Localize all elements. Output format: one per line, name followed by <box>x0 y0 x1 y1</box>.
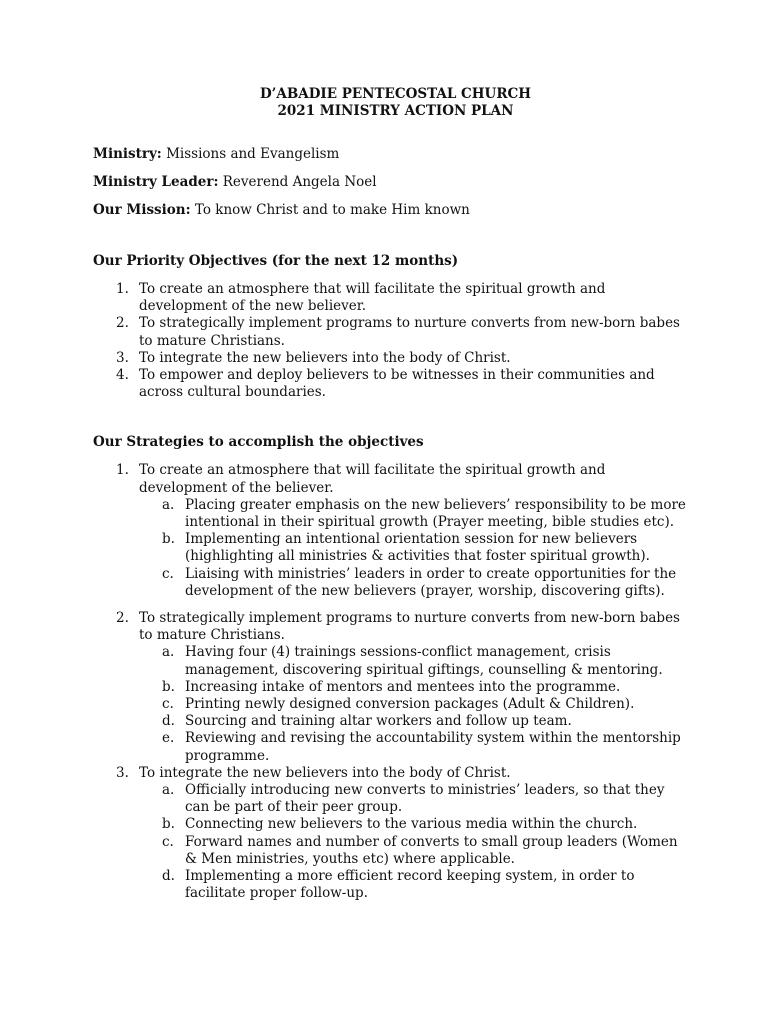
objectives-item-number: 2. <box>116 315 129 332</box>
ministry-field <box>93 146 688 163</box>
strategy-subitem <box>93 679 688 696</box>
strategy-subitem-text: Connecting new believers to the various media within the church. <box>185 816 638 833</box>
strategy-subitem <box>93 644 688 678</box>
objectives-item <box>93 367 688 401</box>
objectives-item-text: To empower and deploy believers to be witnesses in their communities and across cultural boundaries. <box>139 367 655 401</box>
ministry-leader-field <box>93 174 688 191</box>
strategies-item-text: To strategically implement programs to nurture converts from new-born babes to mature Christians. <box>139 610 680 644</box>
strategy-subitem-text: Increasing intake of mentors and mentees into the programme. <box>185 678 621 695</box>
strategy-subitem-letter-cell <box>93 868 185 902</box>
strategy-subitem <box>93 868 688 902</box>
strategy-subitem <box>93 782 688 816</box>
objectives-heading: Our Priority Objectives (for the next 12 months) <box>93 253 459 269</box>
strategy-subitem-letter-cell <box>93 713 185 730</box>
strategy-subitem-letter-cell <box>93 531 185 565</box>
objectives-item-number-cell <box>93 315 139 349</box>
ministry-value: Missions and Evangelism <box>161 146 340 162</box>
objectives-item-text: To create an atmosphere that will facilitate the spiritual growth and development of the new believer. <box>139 281 606 315</box>
strategy-subitem-letter-cell <box>93 834 185 868</box>
strategy-subitem-letter-cell <box>93 816 185 833</box>
church-name: D’ABADIE PENTECOSTAL CHURCH <box>259 86 532 102</box>
objectives-item <box>93 350 688 367</box>
strategies-item-text: To integrate the new believers into the body of Christ. <box>139 764 511 781</box>
ministry-label: Ministry: <box>93 146 162 162</box>
strategies-heading: Our Strategies to accomplish the objectives <box>93 434 424 451</box>
strategy-subitem-text: Liaising with ministries’ leaders in order to create opportunities for the development of the new believers (prayer, worship, discovering gifts). <box>185 565 677 599</box>
strategy-subitem-letter: a. <box>162 782 175 799</box>
strategy-subitem-letter-cell <box>93 644 185 678</box>
strategy-subitem-text: Forward names and number of converts to small group leaders (Women & Men ministries, youths etc) where applicable. <box>185 833 678 867</box>
strategies-item-number-cell <box>93 765 139 782</box>
objectives-item-text: To integrate the new believers into the body of Christ. <box>139 349 511 366</box>
ministry-leader-value: Reverend Angela Noel <box>218 174 377 190</box>
objectives-item-number-cell <box>93 281 139 315</box>
strategies-item-number-cell <box>93 462 139 496</box>
strategy-subitem-text: Placing greater emphasis on the new believers’ responsibility to be more intentional in their spiritual growth (Prayer meeting, bible studies etc). <box>185 496 686 531</box>
mission-label: Our Mission: <box>93 202 191 218</box>
strategy-subitem-letter: b. <box>162 678 175 695</box>
ministry-leader-label: Ministry Leader: <box>93 174 219 190</box>
strategy-subitem <box>93 497 688 531</box>
strategy-subitem-letter: b. <box>162 531 175 548</box>
strategies-item-number: 1. <box>116 462 129 479</box>
objectives-item <box>93 315 688 349</box>
strategy-subitem-letter: b. <box>162 816 175 833</box>
strategy-subitem-letter-cell <box>93 782 185 816</box>
mission-field <box>93 202 688 219</box>
strategy-subitem-letter-cell <box>93 497 185 531</box>
strategy-subitem-letter: e. <box>162 730 175 747</box>
strategy-subitem-text: Officially introducing new converts to ministries’ leaders, so that they can be part of their peer group. <box>185 782 665 816</box>
objectives-item-text: To strategically implement programs to nurture converts from new-born babes to mature Christians. <box>139 315 680 349</box>
objectives-item-number: 1. <box>116 281 129 297</box>
objectives-item-number-cell <box>93 350 139 367</box>
objectives-item-number: 4. <box>116 367 129 384</box>
strategy-subitem-letter: c. <box>162 565 174 582</box>
strategies-item-number: 2. <box>116 610 129 627</box>
strategy-subitem-letter-cell <box>93 730 185 764</box>
strategy-subitem <box>93 713 688 730</box>
strategy-subitem <box>93 566 688 600</box>
strategy-subitem <box>93 730 688 764</box>
group-spacer <box>93 600 688 610</box>
strategy-subitem-text: Having four (4) trainings sessions-conflict management, crisis management, discovering spiritual giftings, counselling & mentoring. <box>185 644 663 678</box>
strategy-subitem-text: Sourcing and training altar workers and follow up team. <box>185 713 572 730</box>
document-header <box>93 86 698 120</box>
strategy-subitem-letter: a. <box>162 644 175 661</box>
strategy-subitem-letter-cell <box>93 696 185 713</box>
strategies-item-text: To create an atmosphere that will facilitate the spiritual growth and development of the believer. <box>139 462 606 496</box>
strategies-list <box>93 462 688 902</box>
strategies-item <box>93 765 688 782</box>
objectives-item <box>93 281 688 315</box>
strategy-subitem <box>93 834 688 868</box>
strategy-subitem <box>93 696 688 713</box>
strategy-subitem <box>93 816 688 833</box>
strategy-subitem-letter-cell <box>93 679 185 696</box>
strategies-item <box>93 610 688 644</box>
strategy-subitem-text: Printing newly designed conversion packages (Adult & Children). <box>185 696 635 713</box>
mission-value: To know Christ and to make Him known <box>190 202 470 218</box>
strategy-subitem <box>93 531 688 565</box>
strategies-item-number-cell <box>93 610 139 644</box>
strategy-subitem-text: Implementing an intentional orientation session for new believers (highlighting all ministries & activities that foster spiritual growth). <box>185 531 650 565</box>
strategy-subitem-letter: d. <box>162 868 175 885</box>
strategy-subitem-letter: d. <box>162 713 175 730</box>
objectives-item-number-cell <box>93 367 139 401</box>
strategy-subitem-letter: c. <box>162 696 174 713</box>
strategy-subitem-letter: a. <box>162 496 175 513</box>
strategies-item <box>93 462 688 496</box>
strategy-subitem-letter-cell <box>93 566 185 600</box>
objectives-item-number: 3. <box>116 349 129 366</box>
strategy-subitem-text: Reviewing and revising the accountability system within the mentorship programme. <box>185 730 681 764</box>
strategy-subitem-text: Implementing a more efficient record keeping system, in order to facilitate proper follow-up. <box>185 868 635 902</box>
strategy-subitem-letter: c. <box>162 833 174 850</box>
plan-title: 2021 MINISTRY ACTION PLAN <box>277 103 514 119</box>
objectives-list <box>93 281 688 401</box>
strategies-item-number: 3. <box>116 764 129 781</box>
